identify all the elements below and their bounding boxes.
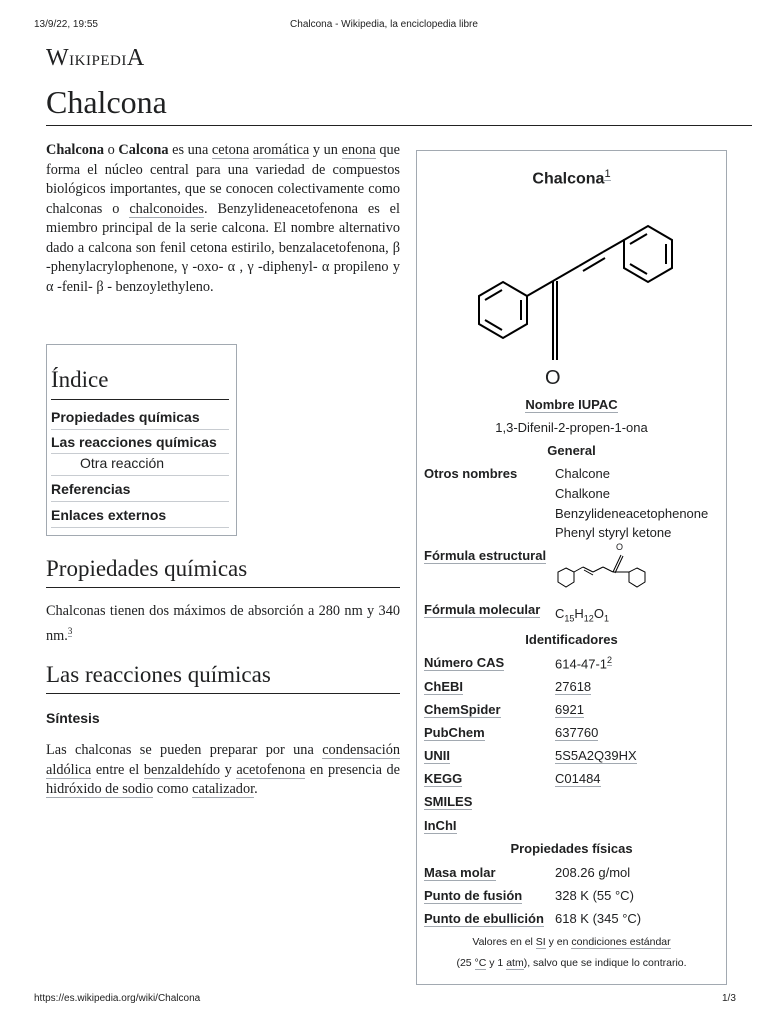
toc-underline: [51, 501, 229, 502]
toc-item-propiedades[interactable]: Propiedades químicas: [51, 409, 200, 425]
propiedades-text: Chalconas tienen dos máximos de absorción a 280 nm y 340 nm.: [46, 603, 400, 644]
link-si[interactable]: SI: [535, 936, 546, 948]
formula-estructural-label: [424, 548, 546, 563]
otros-nombre-3: Benzylideneacetophenone: [555, 506, 709, 521]
formula-c: C: [555, 606, 565, 621]
note-text: y 1: [486, 957, 507, 969]
subheading-sintesis: Síntesis: [46, 710, 100, 726]
intro-text: y un: [309, 142, 342, 158]
toc-title: Índice: [51, 367, 109, 392]
infobox-title: [416, 168, 727, 188]
infobox-note-units: [416, 936, 727, 948]
prop-label-punto-ebullicion-text[interactable]: Punto de ebullición: [424, 911, 544, 926]
otros-nombre-1: Chalcone: [555, 466, 610, 481]
small-oxygen-label: O: [616, 542, 624, 552]
section-propiedades-text: [46, 602, 400, 646]
id-value-cas-text: 614-47-1: [555, 656, 608, 672]
id-value-unii: [555, 748, 637, 763]
sintesis-text: y: [220, 761, 237, 778]
term-chalcona: Chalcona: [46, 142, 104, 158]
link-condensacion-aldolica[interactable]: condensación aldólica: [46, 742, 400, 778]
id-label-pubchem: [424, 725, 485, 740]
small-structure-image: [553, 546, 661, 594]
iupac-value: 1,3-Difenil-2-propen-1-ona: [495, 420, 648, 435]
link-condiciones-estandar[interactable]: condiciones estándar: [571, 936, 671, 948]
formula-h: H: [574, 606, 584, 621]
link-acetofenona[interactable]: acetofenona: [236, 761, 306, 778]
prop-label-masa-molar-text[interactable]: Masa molar: [424, 865, 496, 880]
section-identificadores: Identificadores: [525, 632, 618, 647]
infobox-note-conditions: [416, 957, 727, 969]
sintesis-text: Las chalconas se pueden preparar por una: [46, 742, 323, 758]
id-label-cas: [424, 655, 504, 670]
note-text: ), salvo que se indique lo contrario.: [523, 957, 687, 969]
id-label-chebi-text[interactable]: ChEBI: [424, 679, 463, 694]
id-label-kegg: [424, 771, 462, 786]
section-propiedades-fisicas: Propiedades físicas: [510, 841, 633, 856]
prop-label-punto-fusion-text[interactable]: Punto de fusión: [424, 888, 523, 903]
intro-text: que forma el núcleo central para una variedad de compuestos biológicos importantes, que se conocen colectivamente como chalconas o: [46, 142, 401, 217]
note-text: (25: [456, 957, 475, 969]
intro-paragraph: [46, 141, 400, 297]
id-label-smiles-text[interactable]: SMILES: [424, 794, 473, 809]
toc-underline: [51, 527, 229, 528]
id-label-unii-text[interactable]: UNII: [424, 748, 450, 763]
id-label-unii: [424, 748, 450, 763]
id-label-kegg-text[interactable]: KEGG: [424, 771, 463, 786]
id-label-cas-text[interactable]: Número CAS: [424, 655, 505, 670]
title-divider: [46, 125, 752, 126]
heading-propiedades: Propiedades químicas: [46, 556, 248, 581]
prop-label-punto-fusion: [424, 888, 522, 903]
ref-1[interactable]: 1: [604, 168, 611, 180]
formula-molecular-label-text[interactable]: Fórmula molecular: [424, 602, 541, 617]
heading-reacciones: Las reacciones químicas: [46, 662, 271, 687]
link-aromatica[interactable]: aromática: [252, 142, 310, 158]
id-label-inchi-text[interactable]: InChI: [424, 818, 457, 833]
toc-underline: [51, 429, 229, 430]
ref-2[interactable]: 2: [607, 655, 613, 665]
otros-nombre-4: Phenyl styryl ketone: [555, 525, 672, 540]
id-label-chebi: [424, 679, 463, 694]
sintesis-text: .: [254, 781, 258, 797]
id-label-smiles: [424, 794, 472, 809]
id-value-chebi: [555, 679, 591, 694]
otros-nombres-label: Otros nombres: [424, 466, 518, 481]
formula-o: O: [593, 606, 604, 621]
id-value-chemspider-link[interactable]: 6921: [555, 702, 584, 717]
prop-value-punto-fusion: 328 K (55 °C): [555, 888, 634, 903]
toc-underline: [51, 475, 229, 476]
otros-nombre-2: Chalkone: [555, 486, 610, 501]
id-label-inchi: [424, 818, 457, 833]
id-value-chemspider: [555, 702, 584, 717]
id-label-chemspider: [424, 702, 501, 717]
formula-c-count: 15: [564, 613, 575, 624]
toc-divider: [51, 399, 229, 400]
chalcone-structure-image: [440, 195, 710, 395]
ref-3[interactable]: 3: [67, 625, 73, 636]
note-text: Valores en el: [472, 936, 536, 948]
oxygen-atom-label: O: [545, 367, 561, 389]
infobox-title-text: Chalcona: [532, 170, 605, 188]
iupac-label-text[interactable]: Nombre IUPAC: [525, 397, 618, 412]
id-value-pubchem: [555, 725, 598, 740]
page-title: Chalcona: [46, 84, 167, 120]
intro-text: o: [104, 142, 119, 158]
intro-text: es una: [168, 142, 212, 158]
formula-molecular-label: [424, 602, 540, 617]
toc-item-otra-reaccion[interactable]: Otra reacción: [80, 455, 165, 471]
sintesis-text: entre el: [91, 761, 144, 778]
formula-estructural-label-text[interactable]: Fórmula estructural: [424, 548, 547, 563]
sintesis-text: en presencia de: [305, 761, 401, 778]
id-label-chemspider-text[interactable]: ChemSpider: [424, 702, 501, 717]
heading-divider: [46, 587, 400, 588]
link-catalizador[interactable]: catalizador: [192, 781, 255, 797]
prop-value-punto-ebullicion: 618 K (345 °C): [555, 911, 642, 926]
formula-o-count: 1: [603, 613, 609, 624]
link-chalconoides[interactable]: chalconoides: [129, 200, 204, 217]
prop-label-masa-molar: [424, 865, 496, 880]
print-page-title: Chalcona - Wikipedia, la enciclopedia libre: [290, 19, 478, 30]
id-value-pubchem-link[interactable]: 637760: [555, 725, 599, 740]
intro-text: . Benzylideneacetofenona es el miembro principal de la serie calcona. El nombre alternativo dado a calcona son fenil cetona estirilo, benzalacetofenona, β -phenylacrylophenone, γ -oxo- α , γ -diphenyl- α propileno y α -fenil- β - benzoylethyleno.: [46, 200, 400, 295]
toc-underline: [51, 453, 229, 454]
id-value-unii-link[interactable]: 5S5A2Q39HX: [555, 748, 637, 763]
print-date: 13/9/22, 19:55: [34, 19, 98, 30]
heading-divider: [46, 693, 400, 694]
wikipedia-logo[interactable]: WikipediA: [46, 45, 145, 71]
sintesis-text: como: [153, 781, 193, 797]
link-celsius[interactable]: °C: [474, 957, 487, 969]
toc-item-referencias[interactable]: Referencias: [51, 481, 131, 497]
formula-molecular-value: [555, 606, 609, 624]
link-cetona[interactable]: cetona: [211, 142, 250, 158]
link-hidroxido-de-sodio[interactable]: hidróxido de sodio: [46, 781, 154, 797]
toc-item-enlaces[interactable]: Enlaces externos: [51, 507, 167, 523]
note-text: y en: [545, 936, 572, 948]
id-value-kegg: [555, 771, 601, 786]
formula-h-count: 12: [583, 613, 594, 624]
link-enona[interactable]: enona: [341, 142, 376, 158]
print-url: https://es.wikipedia.org/wiki/Chalcona: [34, 993, 201, 1004]
print-page-number: 1/3: [722, 993, 736, 1004]
prop-value-masa-molar: 208.26 g/mol: [555, 865, 631, 880]
id-value-kegg-link[interactable]: C01484: [555, 771, 601, 786]
iupac-label: [416, 397, 727, 412]
id-label-pubchem-text[interactable]: PubChem: [424, 725, 485, 740]
id-value-cas: [555, 655, 612, 671]
section-sintesis-text: [46, 741, 400, 800]
term-calcona: Calcona: [118, 142, 169, 158]
link-benzaldehido[interactable]: benzaldehído: [143, 761, 221, 778]
prop-label-punto-ebullicion: [424, 911, 544, 926]
toc-item-reacciones[interactable]: Las reacciones químicas: [51, 434, 217, 450]
id-value-chebi-link[interactable]: 27618: [555, 679, 592, 694]
section-general: General: [547, 443, 596, 458]
link-atm[interactable]: atm: [506, 957, 524, 969]
